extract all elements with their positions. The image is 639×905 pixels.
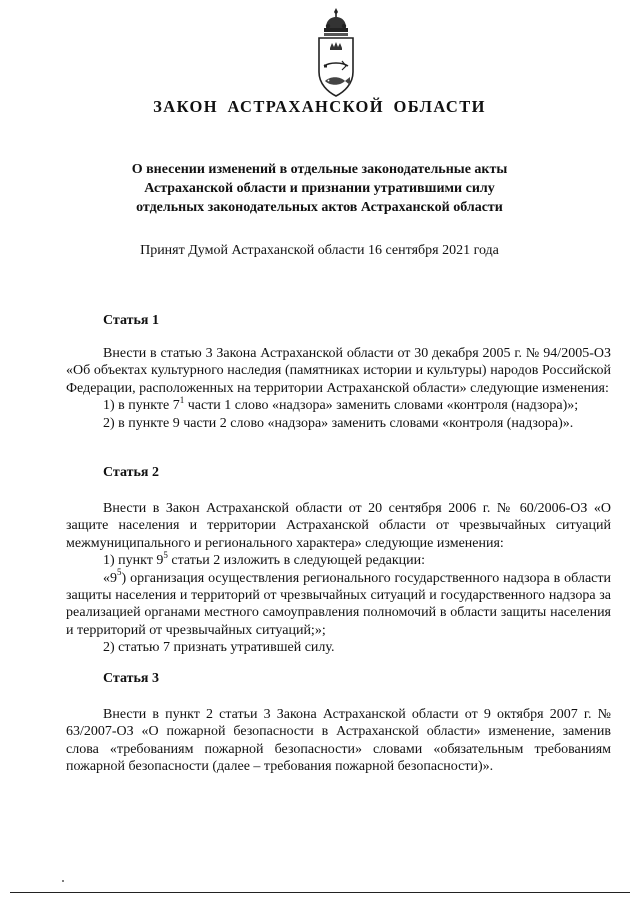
- article-3-intro: Внести в пункт 2 статьи 3 Закона Астраханской области от 9 октября 2007 г. № 63/2007-ОЗ «О пожарной безопасности в Астраханской области» изменение, заменив слова «требованиям пожарной безопасности» словами «обязательным требованиям пожарной безопасности (далее – требования пожарной безопасности)».: [66, 707, 611, 775]
- subject-line-1: О внесении изменений в отдельные законодательные акты: [131, 162, 508, 177]
- article-2-quote-text-a: «9: [103, 570, 117, 586]
- article-2-quote-text-b: ) организация осуществления регионального государственного надзора в области защиты населения и территорий от чрезвычайных ситуаций и государственного надзора за реализацией органами местного самоуправления полномочий в области защиты населения и территорий от чрезвычайных ситуаций;»;: [66, 570, 611, 638]
- adoption-note: Принят Думой Астраханской области 16 сентября 2021 года: [140, 243, 499, 258]
- article-2-item-1-sup: 5: [163, 549, 168, 560]
- article-3-body: [66, 706, 611, 776]
- article-2-heading: Статья 2: [103, 465, 159, 480]
- article-2-item-1-text-a: 1) пункт 9: [103, 553, 164, 569]
- subject-line-3: отдельных законодательных актов Астраханской области: [136, 200, 503, 215]
- article-2-quote: [66, 566, 611, 640]
- article-1-item-1: [66, 394, 611, 414]
- article-2-item-1: [66, 549, 611, 569]
- coat-of-arms-emblem: [312, 6, 360, 100]
- article-3-heading: Статья 3: [103, 671, 159, 686]
- article-2-quote-sup: 5: [117, 566, 122, 577]
- article-2-body: [66, 500, 611, 657]
- page-bottom-rule: [10, 892, 630, 893]
- article-1-intro: Внести в статью 3 Закона Астраханской области от 30 декабря 2005 г. № 94/2005-ОЗ «Об объектах культурного наследия (памятниках истории и культуры) народов Российской Федерации, расположенных на территории Астраханской области» следующие изменения:: [66, 346, 611, 396]
- article-1-body: [66, 345, 611, 432]
- article-2-intro: Внести в Закон Астраханской области от 20 сентября 2006 г. № 60/2006-ОЗ «О защите населения и территории Астраханской области от чрезвычайных ситуаций межмуниципального и регионального характера» следующие изменения:: [66, 501, 611, 551]
- scan-speck: [62, 880, 64, 882]
- article-1-item-2: 2) в пункте 9 части 2 слово «надзора» заменить словами «контроля (надзора)».: [103, 415, 574, 431]
- law-title: ЗАКОН АСТРАХАНСКОЙ ОБЛАСТИ: [153, 97, 486, 116]
- subject-line-2: Астраханской области и признании утратившими силу: [144, 181, 495, 196]
- law-subject: [40, 160, 599, 217]
- article-2-item-1-text-b: статьи 2 изложить в следующей редакции:: [167, 553, 426, 569]
- coat-of-arms-icon: [312, 6, 360, 100]
- article-2-item-2: 2) статью 7 признать утратившей силу.: [103, 640, 335, 656]
- article-1-item-1-sup: 1: [179, 394, 185, 405]
- article-1-heading: Статья 1: [103, 313, 159, 328]
- article-1-item-1-text-b: части 1 слово «надзора» заменить словами «контроля (надзора)»;: [184, 398, 579, 414]
- article-1-item-1-text-a: 1) в пункте 7: [103, 398, 180, 414]
